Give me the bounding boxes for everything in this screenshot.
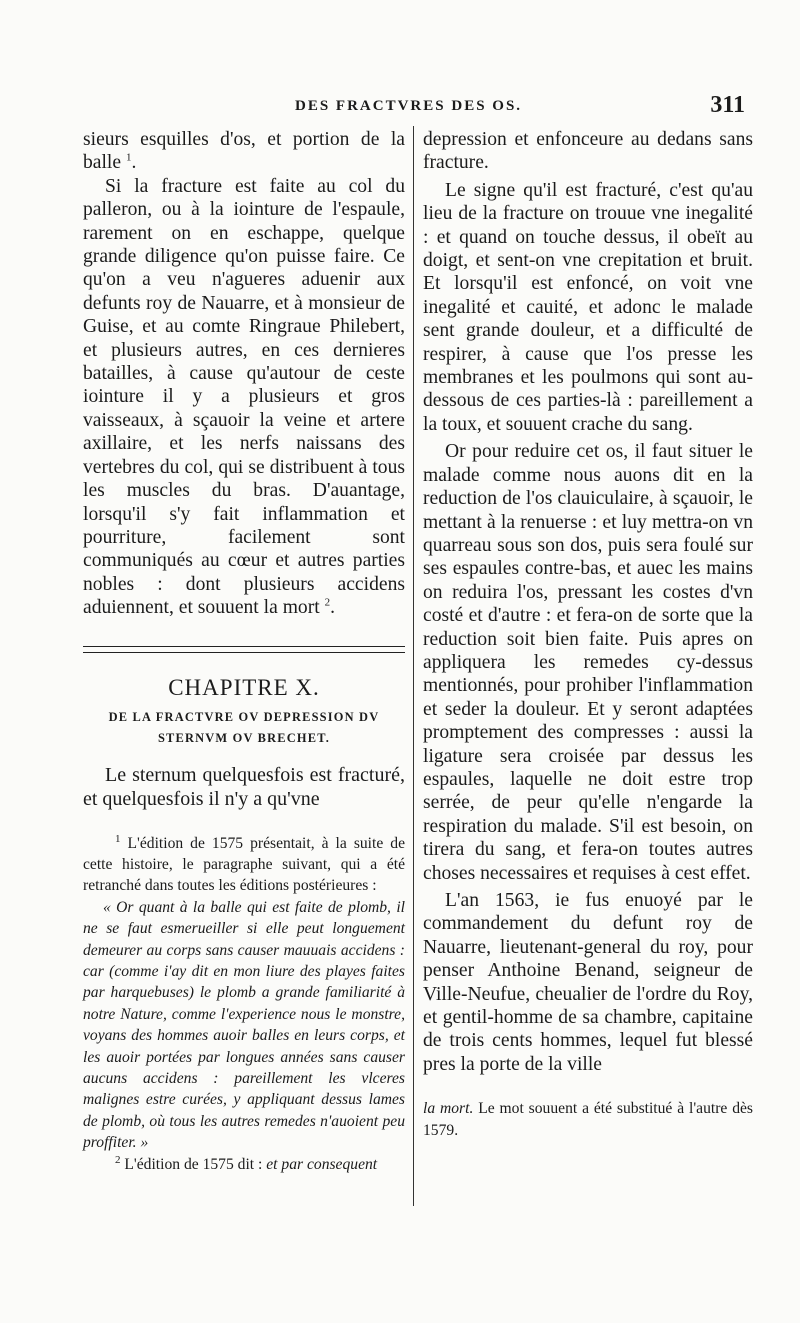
chapter-subtitle-line-1: DE LA FRACTVRE OV DEPRESSION DV <box>108 709 380 724</box>
running-head: DES FRACTVRES DES OS. <box>295 98 523 114</box>
chapter-subtitle <box>83 707 405 749</box>
chapter-opening-paragraph: Le sternum quelquesfois est fracturé, et quelquesfois il n'y a qu'vne <box>83 763 405 810</box>
right-paragraph-3: Or pour reduire cet os, il faut situer le malade comme nous auons dit en la reduction de l'os clauiculaire, à sçauoir, le mettant à la renuerse : et luy mettra-on vn quarreau sous son dos, puis sera foulé sur ses espaules contre-bas, et auec les mains on reduira l'os, pressant les costes d'vn costé et d'autre : et fera-on de sorte que la reduction soit bien faite. Puis apres on appliquera les remedes cy-dessus mentionnés, pour prohiber l'inflammation et seder la douleur. Et y seront adaptées promptement des compresses : aussi la ligature sera croisée par dessus les espaules, laquelle ne doit estre trop serrée, de peur qu'elle n'engarde la respiration du malade. S'il est besoin, on tirera du sang, et fera-on toutes autres choses necessaires et requises à cest effet. <box>423 441 753 884</box>
left-paragraph-2-text: Si la fracture est faite au col du palleron, ou à la iointure de l'espaule, rarement on en eschappe, quelque grande diligence qu'on puisse faire. Ce qu'on a veu n'agueres aduenir aux defunts roy de Nauarre, et à monsieur de Guise, et au comte Ringraue Philebert, et plusieurs autres, en ces dernieres batailles, à cause qu'autour de ceste iointure il y a plusieurs et gros vaisseaux, à sçauoir la veine et artere axillaire, et les nerfs naissans des vertebres du col, qui se distribuent à tous les muscles du bras. D'auantage, lorsqu'il s'y fait inflammation et pourriture, facilement sont communiqués au cœur et autres parties nobles : dont plusieurs accidens aduiennent, et souuent la mort <box>83 175 405 619</box>
footnote-1-quote: « Or quant à la balle qui est faite de plomb, il ne se faut esmerueiller si elle peut longuement demeurer au corps sans causer mauuais accidens : car (comme i'ay dit en mon liure des playes faites par harquebuses) le plomb a grande familiarité à notre Nature, comme l'experience nous le monstre, voyans des hommes auoir balles en leurs corps, et les auoir portées par longues années sans causer aucuns accidens : pareillement les vlceres malignes estre curées, y appliquant dessus lames de plomb, où tous les autres remedes n'auoient peu proffiter. » <box>83 898 405 1152</box>
left-paragraph-1-text: sieurs esquilles d'os, et portion de la balle <box>83 129 405 174</box>
left-paragraph-2-end: . <box>330 597 336 619</box>
footnotes <box>83 833 405 1176</box>
footnote-continuation <box>423 1098 753 1141</box>
column-divider <box>413 126 414 1206</box>
footnote-2-text: L'édition de 1575 dit : <box>124 1155 263 1173</box>
footnote-2 <box>83 1154 405 1175</box>
left-paragraph-2 <box>83 175 405 620</box>
footnote-continuation-text: Le mot souuent a été substitué à l'autre dès 1579. <box>423 1100 753 1139</box>
chapter-subtitle-line-2: STERNVM OV BRECHET. <box>157 730 331 745</box>
right-paragraph-1: depression et enfonceure au dedans sans fracture. <box>423 129 753 174</box>
footnote-2-marker: 2 <box>115 1153 121 1166</box>
chapter-divider <box>83 646 405 653</box>
page-header <box>85 92 745 128</box>
left-column <box>83 128 405 1175</box>
footnote-1-marker: 1 <box>115 832 121 845</box>
chapter-title: CHAPITRE X. <box>168 674 320 700</box>
footnote-ref-2[interactable]: 2 <box>324 596 331 609</box>
right-paragraph-2: Le signe qu'il est fracturé, c'est qu'au lieu de la fracture on trouue vne inegalité : et quand on touche dessus, il obeït au doigt, et sent-on vne crepitation et bruit. Et lorsqu'il est enfoncé, on voit vne inegalité et cauité, et adonc le malade sent grande douleur, et a difficulté de respirer, à cause que l'os presse les membranes et les poulmons qui sont au-dessous de ces parties-là : pareillement a la toux, et souuent crache du sang. <box>423 179 753 435</box>
footnote-1-intro: L'édition de 1575 présentait, à la suite de cette histoire, le paragraphe suivant, qui a été retranché dans toutes les éditions postérieures : <box>83 834 405 895</box>
left-paragraph-1 <box>83 128 405 175</box>
left-paragraph-1-end: . <box>131 152 137 174</box>
footnote-ref-1[interactable]: 1 <box>125 151 132 164</box>
right-column <box>423 128 753 1141</box>
right-paragraph-4: L'an 1563, ie fus enuoyé par le commandement du defunt roy de Nauarre, lieutenant-general du roy, pour penser Anthoine Benand, seigneur de Ville-Neufue, cheualier de l'ordre du Roy, et gentil-homme de sa chambre, capitaine de trois cents hommes, lequel fut blessé pres la porte de la ville <box>423 890 753 1075</box>
footnote-continuation-italic: la mort. <box>423 1100 474 1118</box>
footnote-2-italic: et par consequent <box>266 1155 378 1173</box>
footnote-1 <box>83 833 405 897</box>
page-number: 311 <box>710 92 745 118</box>
